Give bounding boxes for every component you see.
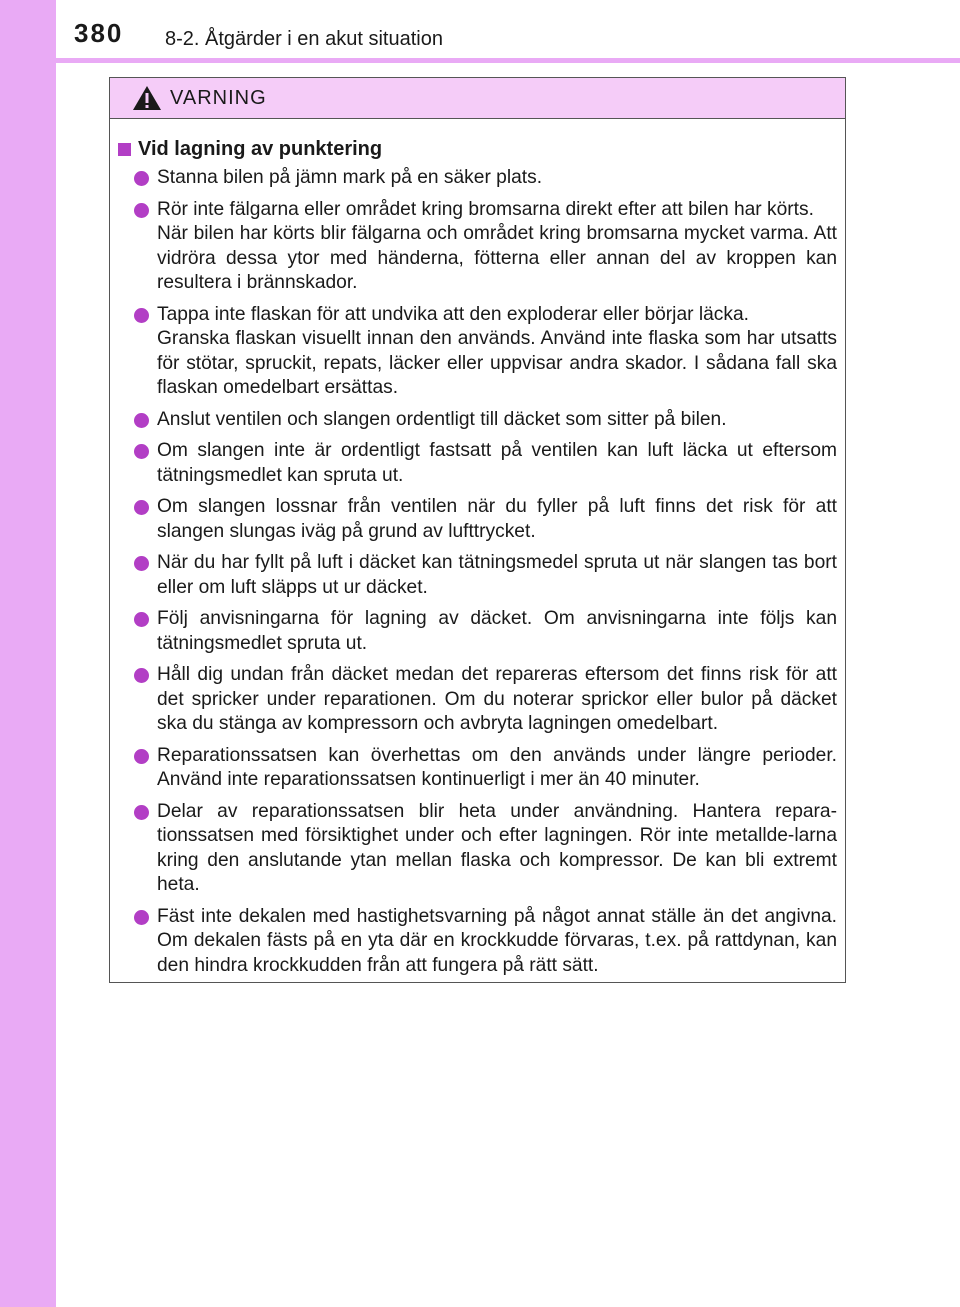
round-bullet-icon [134, 556, 149, 571]
list-item [118, 495, 837, 544]
page-number: 380 [74, 18, 124, 48]
list-item-paragraph: Om slangen lossnar från ventilen när du fyller på luft finns det risk för att slangen slungas iväg på grund av lufttrycket. [157, 496, 837, 542]
round-bullet-icon [134, 203, 149, 218]
round-bullet-icon [134, 910, 149, 925]
round-bullet-icon [134, 805, 149, 820]
list-item-paragraph: Håll dig undan från däcket medan det repareras eftersom det finns risk för att det spricker under reparationen. Om du noterar sprickor eller bulor på däcket ska du stänga av kompressorn och avbryta lagningen omedelbart. [157, 664, 837, 734]
subheading-text: Vid lagning av punktering [138, 138, 383, 160]
round-bullet-icon [134, 444, 149, 459]
side-color-strip [0, 0, 56, 1307]
list-item-text [157, 439, 837, 488]
list-item-paragraph: Delar av reparationssatsen blir heta under användning. Hantera repara-tionssatsen med försiktighet under och efter lagningen. Rör inte metallde-larna kring den anslutande ytan mellan flaska och kompressor. De kan bli extremt heta. [157, 800, 837, 895]
list-item-paragraph: Följ anvisningarna för lagning av däcket. Om anvisningarna inte följs kan tätningsmedlet spruta ut. [157, 608, 837, 654]
warning-header [110, 78, 845, 119]
list-item-text [157, 744, 837, 793]
list-item [118, 439, 837, 488]
list-item [118, 303, 837, 401]
list-item-paragraph: Fäst inte dekalen med hastighetsvarning på något annat ställe än det angivna. Om dekalen fästs på en yta där en krockkudde förvaras, t.ex. på rattdynan, kan den hindra krockkudden från att fungera på rätt sätt. [157, 905, 837, 976]
list-item-paragraph: Reparationssatsen kan överhettas om den används under längre perioder. Använd inte reparationssatsen kontinuerligt i mer än 40 minuter. [157, 744, 837, 790]
round-bullet-icon [134, 500, 149, 515]
list-item-text [157, 905, 837, 979]
list-item-paragraph: Tappa inte flaskan för att undvika att den exploderar eller börjar läcka. [157, 303, 749, 325]
list-item-text [157, 800, 837, 898]
list-item-text [157, 166, 837, 191]
list-item-paragraph: Granska flaskan visuellt innan den används. Använd inte flaska som har utsatts för stötar, spruckit, repats, läcker eller uppvisar andra skador. I sådana fall ska flaskan omedelbart ersättas. [157, 328, 837, 398]
list-item-paragraph: När du har fyllt på luft i däcket kan tätningsmedel spruta ut när slangen tas bort eller om luft släpps ut ur däcket. [157, 552, 837, 598]
list-item [118, 408, 837, 433]
subheading [118, 136, 837, 162]
round-bullet-icon [134, 171, 149, 186]
square-bullet-icon [118, 143, 131, 156]
round-bullet-icon [134, 612, 149, 627]
list-item [118, 198, 837, 296]
list-item-paragraph: Stanna bilen på jämn mark på en säker plats. [157, 167, 543, 188]
list-item-paragraph: Om slangen inte är ordentligt fastsatt på ventilen kan luft läcka ut eftersom tätningsmedlet kan spruta ut. [157, 440, 837, 486]
round-bullet-icon [134, 749, 149, 764]
round-bullet-icon [134, 308, 149, 323]
list-item [118, 905, 837, 979]
list-item-text [157, 551, 837, 600]
list-item [118, 744, 837, 793]
list-item-paragraph: Rör inte fälgarna eller området kring bromsarna direkt efter att bilen har körts. [157, 198, 814, 220]
warning-box [109, 77, 846, 983]
warning-body [110, 119, 845, 978]
list-item [118, 607, 837, 656]
list-item-paragraph: När bilen har körts blir fälgarna och området kring bromsarna mycket varma. Att vidröra dessa ytor med händerna, fötterna eller annan del av kroppen kan resultera i brännskador. [157, 223, 837, 293]
list-item-text [157, 663, 837, 737]
list-item-text [157, 303, 837, 401]
header-rule [56, 58, 960, 63]
warning-list [118, 166, 837, 978]
list-item [118, 800, 837, 898]
list-item [118, 166, 837, 191]
list-item [118, 663, 837, 737]
section-title: 8-2. Åtgärder i en akut situation [165, 28, 443, 50]
list-item-paragraph: Anslut ventilen och slangen ordentligt till däcket som sitter på bilen. [157, 408, 727, 430]
round-bullet-icon [134, 668, 149, 683]
warning-triangle-icon [132, 85, 162, 111]
list-item-text [157, 408, 837, 433]
list-item [118, 551, 837, 600]
round-bullet-icon [134, 413, 149, 428]
list-item-text [157, 495, 837, 544]
list-item-text [157, 198, 837, 296]
list-item-text [157, 607, 837, 656]
warning-label: VARNING [170, 87, 267, 109]
